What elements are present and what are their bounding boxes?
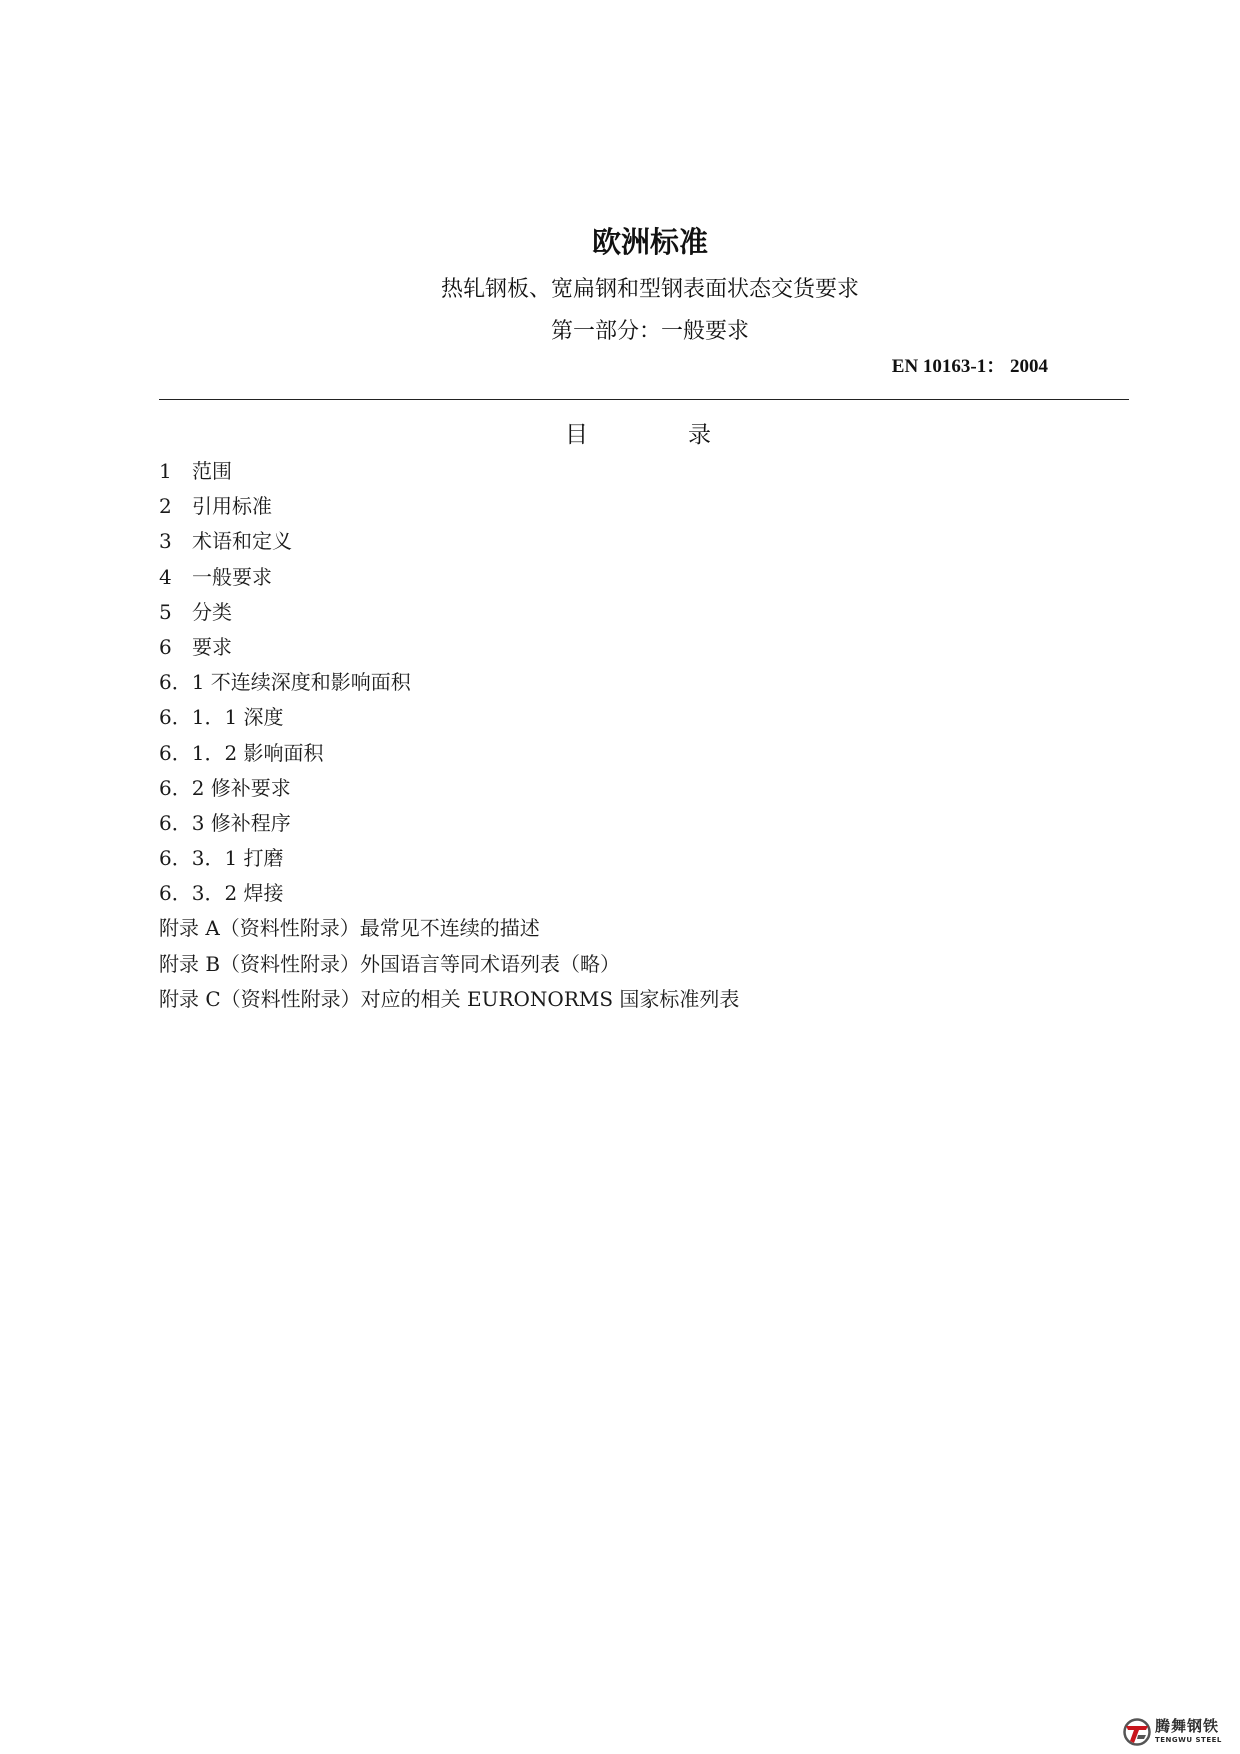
toc-item xyxy=(159,700,1079,735)
toc-item-number: 4 xyxy=(159,564,172,589)
toc-item-text: 6．2 修补要求 xyxy=(159,775,291,800)
toc-heading-right: 录 xyxy=(688,422,711,448)
toc-item-text: 6．3．2 焊接 xyxy=(159,881,284,906)
toc-item-text: 附录 A（资料性附录）最常见不连续的描述 xyxy=(159,916,540,941)
toc-item-number: 6 xyxy=(159,634,172,659)
toc-item xyxy=(159,947,1079,982)
toc-item-text: 6．1．1 深度 xyxy=(159,705,284,730)
toc-item-text: 分类 xyxy=(192,599,232,624)
toc-item-text: 附录 C（资料性附录）对应的相关 EURONORMS 国家标准列表 xyxy=(159,986,740,1011)
toc-item xyxy=(159,736,1079,771)
toc-item-text: 要求 xyxy=(192,634,232,659)
toc-item xyxy=(159,911,1079,946)
toc-item-text: 6．3．1 打磨 xyxy=(159,846,284,871)
logo-name-cn: 腾舞钢铁 xyxy=(1155,1717,1220,1735)
toc-item xyxy=(159,524,1079,559)
toc-item xyxy=(159,595,1079,630)
toc-item xyxy=(159,982,1079,1017)
toc-item-number: 3 xyxy=(159,529,172,554)
toc-item xyxy=(159,560,1079,595)
toc-heading xyxy=(560,418,720,452)
company-logo xyxy=(1118,1715,1238,1749)
standard-number: EN 10163-1： 2004 xyxy=(891,356,1048,377)
toc-item-number: 5 xyxy=(159,599,172,624)
toc-heading-left: 目 xyxy=(565,422,588,448)
toc-item-text: 术语和定义 xyxy=(192,529,292,554)
toc-item xyxy=(159,771,1079,806)
logo-name-en: TENGWU STEEL xyxy=(1155,1736,1222,1744)
toc-item-text: 引用标准 xyxy=(192,494,272,519)
toc-item xyxy=(159,665,1079,700)
toc-item xyxy=(159,489,1079,524)
header-divider xyxy=(159,399,1129,400)
toc-item xyxy=(159,876,1079,911)
toc-item-text: 6．1 不连续深度和影响面积 xyxy=(159,670,411,695)
document-part: 第一部分：一般要求 xyxy=(550,319,749,344)
toc-item-text: 6．3 修补程序 xyxy=(159,810,291,835)
toc-item xyxy=(159,806,1079,841)
document-title: 欧洲标准 xyxy=(591,225,708,259)
toc-item-text: 范围 xyxy=(192,459,232,483)
logo-mark-icon xyxy=(1122,1717,1152,1747)
toc-item-number: 2 xyxy=(159,494,172,519)
toc-item-text: 6．1．2 影响面积 xyxy=(159,740,324,765)
toc-item-number: 1 xyxy=(159,459,172,483)
toc-item-text: 一般要求 xyxy=(192,564,272,589)
toc-item xyxy=(159,841,1079,876)
toc-item-text: 附录 B（资料性附录）外国语言等同术语列表（略） xyxy=(159,951,621,976)
document-subtitle: 热轧钢板、宽扁钢和型钢表面状态交货要求 xyxy=(440,277,859,302)
table-of-contents xyxy=(159,454,1079,1017)
toc-item xyxy=(159,454,1079,489)
toc-item xyxy=(159,630,1079,665)
